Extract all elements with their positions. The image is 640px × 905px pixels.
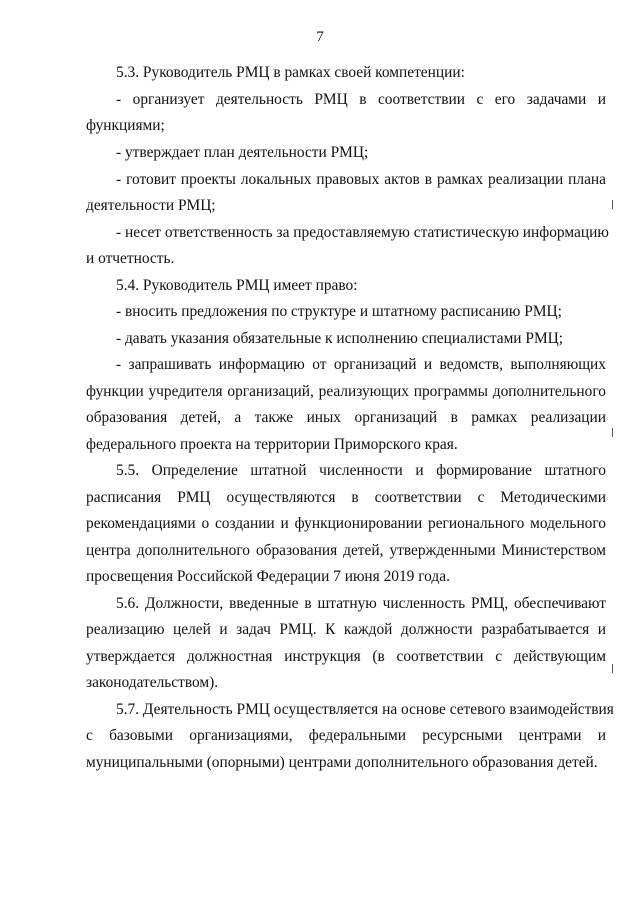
text-line: реализацию целей и задач РМЦ. К каждой должности разрабатывается и — [86, 621, 606, 638]
text-line: 5.6. Должности, введенные в штатную численность РМЦ, обеспечивают — [116, 595, 606, 612]
text-line: расписания РМЦ осуществляются в соответствии с Методическими — [86, 489, 606, 506]
text-line: с базовыми организациями, федеральными ресурсными центрами и — [86, 727, 606, 744]
page-number: 7 — [316, 29, 324, 45]
text-line: федерального проекта на территории Приморского края. — [86, 436, 458, 453]
text-line: 5.5. Определение штатной численности и формирование штатного — [116, 462, 606, 479]
scan-mark — [612, 200, 613, 209]
scan-mark — [612, 428, 613, 437]
text-line: утверждается должностная инструкция (в соответствии с действующим — [86, 648, 606, 665]
text-line: - вносить предложения по структуре и штатному расписанию РМЦ; — [116, 303, 562, 320]
text-line: функциями; — [86, 117, 165, 134]
text-line: - давать указания обязательные к исполнению специалистами РМЦ; — [116, 330, 564, 347]
text-line: деятельности РМЦ; — [86, 197, 216, 214]
text-line: просвещения Российской Федерации 7 июня 2019 года. — [86, 568, 450, 585]
text-line: муниципальными (опорными) центрами дополнительного образования детей. — [86, 754, 598, 771]
text-line: и отчетность. — [86, 250, 175, 267]
text-line: 5.4. Руководитель РМЦ имеет право: — [116, 277, 358, 294]
text-line: - готовит проекты локальных правовых актов в рамках реализации плана — [116, 171, 606, 188]
text-line: 5.7. Деятельность РМЦ осуществляется на основе сетевого взаимодействия — [116, 701, 614, 718]
text-line: - организует деятельность РМЦ в соответствии с его задачами и — [116, 91, 606, 108]
text-line: - несет ответственность за предоставляемую статистическую информацию — [116, 224, 609, 241]
text-line: законодательством). — [86, 674, 219, 691]
text-line: 5.3. Руководитель РМЦ в рамках своей компетенции: — [116, 64, 465, 81]
text-line: функции учредителя организаций, реализующих программы дополнительного — [86, 383, 606, 400]
text-line: центра дополнительного образования детей, утвержденными Министерством — [86, 542, 606, 559]
text-line: - запрашивать информацию от организаций и ведомств, выполняющих — [116, 356, 606, 373]
scan-mark — [612, 664, 613, 673]
text-line: образования детей, а также иных организаций в рамках реализации — [86, 409, 606, 426]
text-line: рекомендациями о создании и функционировании регионального модельного — [86, 515, 606, 532]
text-line: - утверждает план деятельности РМЦ; — [116, 144, 369, 161]
